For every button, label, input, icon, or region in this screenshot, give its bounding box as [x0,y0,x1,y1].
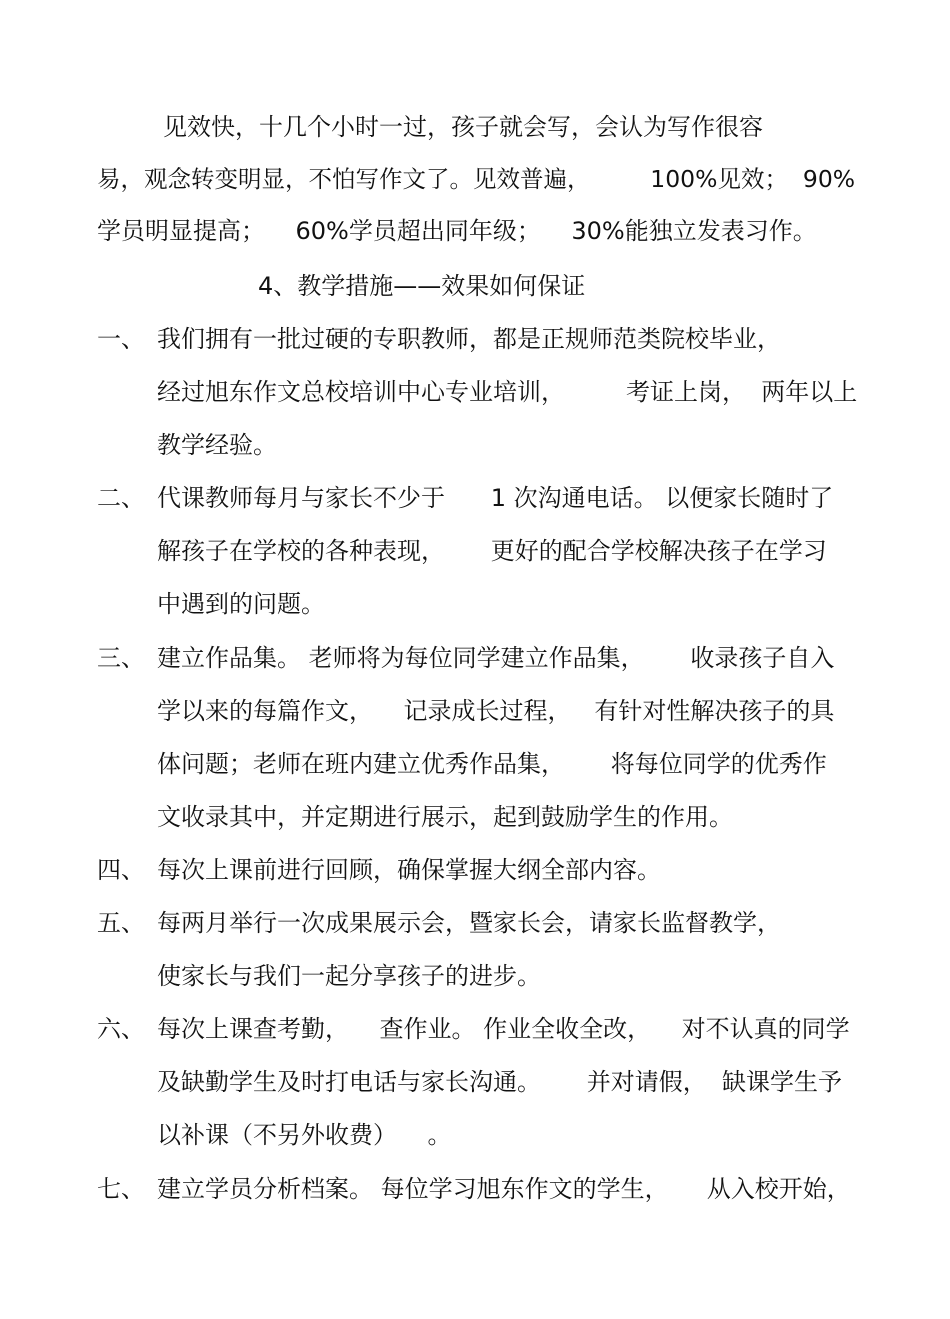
list-line: 每两月举行一次成果展示会，暨家长会，请家长监督教学， [157,909,781,937]
list-marker: 一、 [97,325,145,353]
list-marker: 二、 [97,484,145,512]
list-line: 解孩子在学校的各种表现， 更好的配合学校解决孩子在学习 [157,537,827,565]
list-marker: 四、 [97,856,145,884]
list-line: 以补课（不另外收费） 。 [157,1121,452,1149]
list-line: 中遇到的问题。 [157,590,325,618]
intro-line: 见效快，十几个小时一过，孩子就会写，会认为写作很容 [163,113,763,141]
list-line: 体问题；老师在班内建立优秀作品集， 将每位同学的优秀作 [157,750,827,778]
intro-line: 易，观念转变明显，不怕写作文了。见效普遍， 100%见效； 90% [97,165,856,193]
list-marker: 七、 [97,1175,145,1203]
list-line: 每次上课前进行回顾，确保掌握大纲全部内容。 [157,856,661,884]
list-marker: 三、 [97,644,145,672]
list-line: 建立作品集。 老师将为每位同学建立作品集， 收录孩子自入 [157,644,835,672]
list-marker: 六、 [97,1015,145,1043]
list-line: 使家长与我们一起分享孩子的进步。 [157,962,541,990]
list-line: 我们拥有一批过硬的专职教师，都是正规师范类院校毕业， [157,325,781,353]
list-line: 文收录其中，并定期进行展示，起到鼓励学生的作用。 [157,803,733,831]
list-line: 及缺勤学生及时打电话与家长沟通。 并对请假， 缺课学生予 [157,1068,843,1096]
list-line: 建立学员分析档案。 每位学习旭东作文的学生， 从入校开始， [157,1175,851,1203]
list-marker: 五、 [97,909,145,937]
list-line: 教学经验。 [157,431,277,459]
section-heading: 4、教学措施——效果如何保证 [258,272,586,300]
list-line: 每次上课查考勤， 查作业。 作业全收全改， 对不认真的同学 [157,1015,850,1043]
intro-line: 学员明显提高； 60%学员超出同年级； 30%能独立发表习作。 [97,217,817,245]
list-line: 学以来的每篇作文， 记录成长过程， 有针对性解决孩子的具 [157,697,835,725]
list-line: 代课教师每月与家长不少于 1 次沟通电话。 以便家长随时了 [157,484,834,512]
list-line: 经过旭东作文总校培训中心专业培训， 考证上岗， 两年以上 [157,378,858,406]
